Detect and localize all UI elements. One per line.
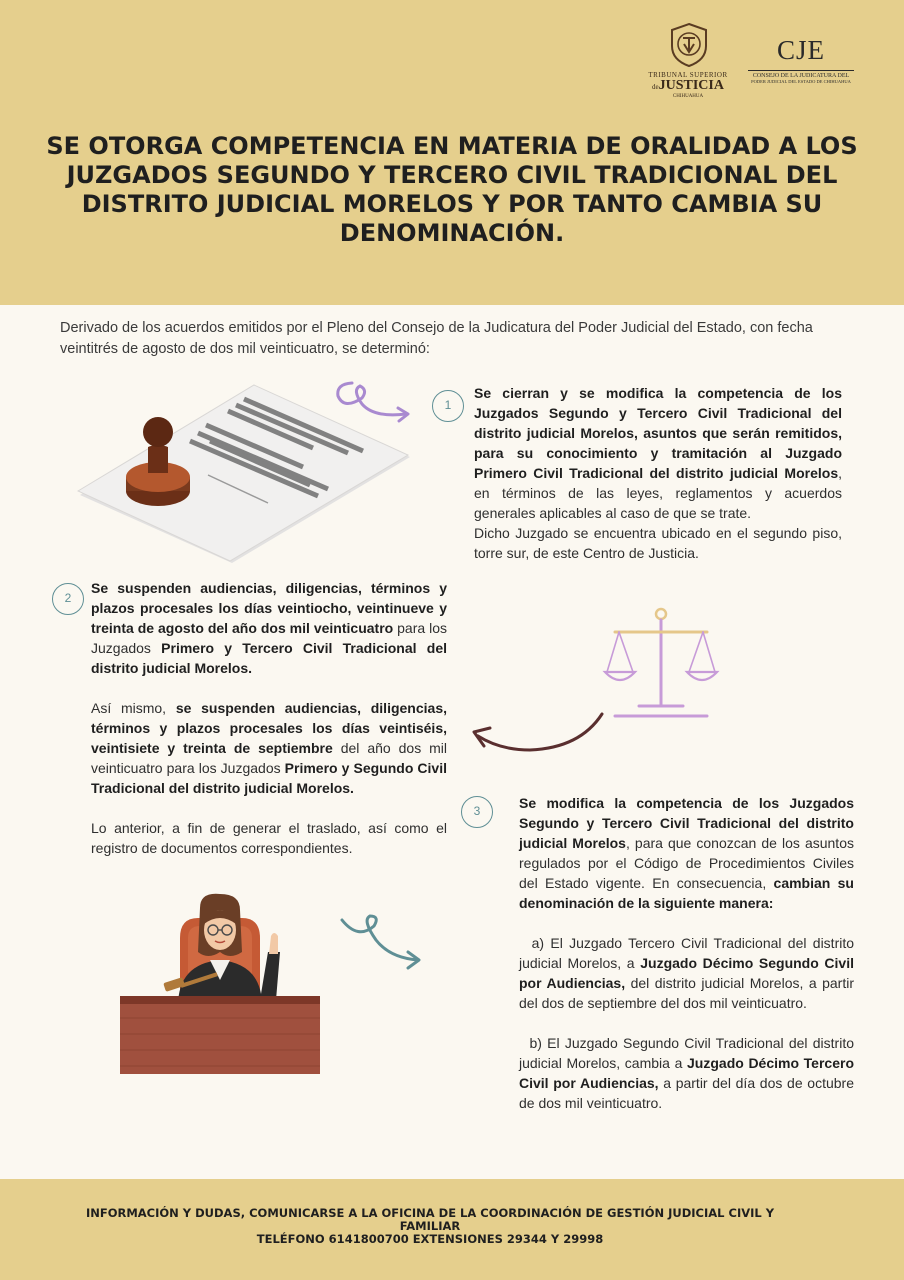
section-3-text: Se modifica la competencia de los Juzgados Segundo y Tercero Civil Tradicional del distrito judicial Morelos, para que conozcan de los asuntos regulados por el Código de Procedimientos Civiles del Estado vigente. En consecuencia, cambian su denominación de la siguiente manera: a) El Juzgado Tercero Civil Tradicional del distrito judicial Morelos, a Juzgado Décimo Segundo Civil por Audiencias, del distrito judicial Morelos, a partir del dos de septiembre del dos mil veinticuatro. b) El Juzgado Segundo Civil Tradicional del distrito judicial Morelos, cambia a Juzgado Décimo Tercero Civil por Audiencias, a partir del día dos de octubre de dos mil veinticuatro.	[519, 795, 855, 1111]
tsj-seal-icon	[668, 22, 710, 68]
curved-arrow-icon	[470, 710, 610, 758]
step-3-badge: 3	[461, 796, 493, 828]
footer-line-2: TELÉFONO 6141800700 EXTENSIONES 29344 Y 29998	[256, 1232, 604, 1246]
curly-arrow-icon	[332, 378, 412, 423]
tsj-logo-big: deJUSTICIA	[652, 78, 724, 93]
intro-paragraph: Derivado de los acuerdos emitidos por el Pleno del Consejo de la Judicatura del Poder Judicial del Estado, con fecha veintitrés de agosto de dos mil veinticuatro, se determinó:	[60, 320, 813, 357]
section-2-text: Se suspenden audiencias, diligencias, términos y plazos procesales los días veintiocho, veintinueve y treinta de agosto del año dos mil veinticuatro para los Juzgados Primero y Tercero Civil Tradicional del distrito judicial Morelos. Así mismo, se suspenden audiencias, diligencias, términos y plazos procesales los días veintiséis, veintisiete y treinta de septiembre del año dos mil veinticuatro para los Juzgados Primero y Segundo Civil Tradicional del distrito judicial Morelos. Lo anterior, a fin de generar el traslado, así como el registro de documentos correspondientes.	[91, 580, 448, 856]
tsj-logo	[648, 22, 728, 102]
footer-contact	[80, 1207, 780, 1246]
tsj-logo-small: TRIBUNAL SUPERIOR	[648, 71, 728, 79]
cje-logo-sub2: PODER JUDICIAL DEL ESTADO DE CHIHUAHUA	[751, 79, 851, 84]
section-1-text: Se cierran y se modifica la competencia de los Juzgados Segundo y Tercero Civil Tradicional del distrito judicial Morelos, asuntos que serán remitidos, para su conocimiento y tramitación al Juzgado Primero Civil Tradicional del distrito judicial Morelos, en términos de las leyes, reglamentos y acuerdos generales aplicables al caso de que se trate. Dicho Juzgado se encuentra ubicado en el segundo piso, torre sur, de este Centro de Justicia.	[474, 385, 842, 561]
cje-logo-abbr: CJE	[776, 35, 825, 65]
page-title: SE OTORGA COMPETENCIA EN MATERIA DE ORALIDAD A LOS JUZGADOS SEGUNDO Y TERCERO CIVIL TRADICIONAL DEL DISTRITO JUDICIAL MORELOS Y POR TANTO CAMBIA SU DENOMINACIÓN.	[46, 132, 858, 247]
cje-logo-divider	[748, 70, 854, 71]
tsj-logo-tiny: CHIHUAHUA	[672, 94, 704, 99]
step-1-badge: 1	[432, 390, 464, 422]
cje-logo	[746, 35, 856, 84]
footer-line-1: INFORMACIÓN Y DUDAS, COMUNICARSE A LA OFICINA DE LA COORDINACIÓN DE GESTIÓN JUDICIAL CIVIL Y FAMILIAR	[85, 1206, 775, 1233]
judge-illustration	[118, 896, 322, 1076]
teal-arrow-icon	[340, 906, 424, 970]
scales-of-justice-illustration	[605, 606, 717, 720]
step-2-badge: 2	[52, 583, 84, 615]
cje-logo-sub1: CONSEJO DE LA JUDICATURA DEL	[752, 73, 850, 79]
